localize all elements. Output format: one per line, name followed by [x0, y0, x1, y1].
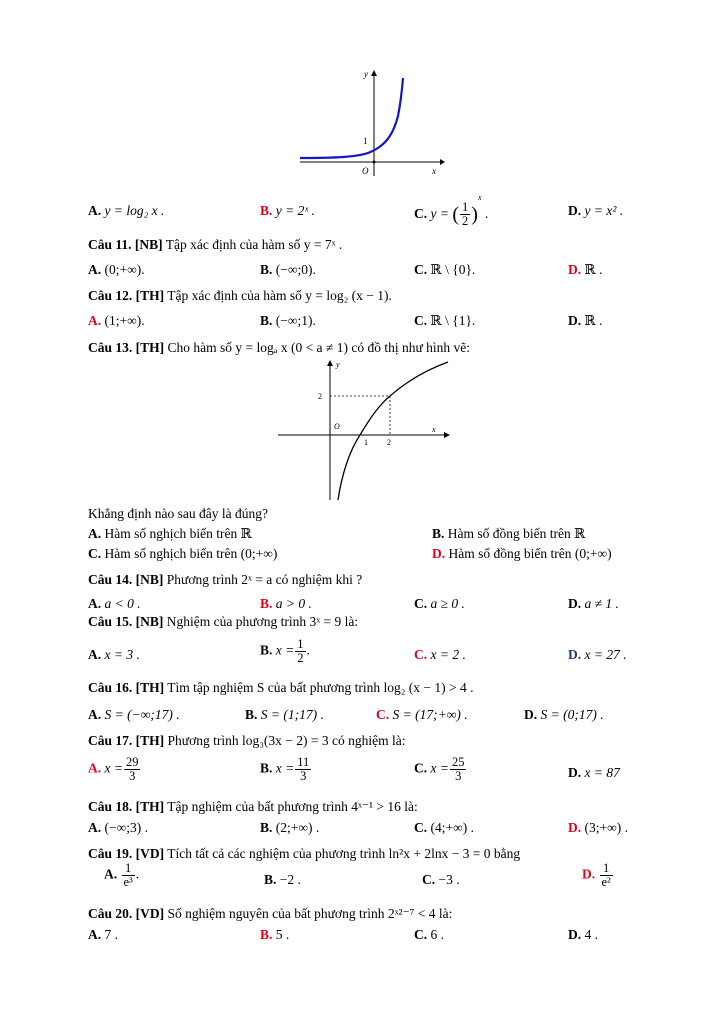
question-tag: [NB] [134, 237, 163, 252]
q18-option-b[interactable] [260, 820, 319, 836]
graph1-x-label: x [432, 166, 436, 176]
graph1-origin: O [362, 166, 369, 176]
fraction [600, 862, 613, 889]
option-text: 4 . [584, 927, 598, 942]
q17-option-a[interactable] [88, 756, 141, 783]
fraction-num: 29 [125, 755, 139, 769]
question-number: Câu 19. [88, 846, 133, 861]
option-text: (4;+∞) . [430, 820, 474, 835]
option-text: S = (0;17) . [540, 707, 604, 722]
option-label: A. [88, 526, 102, 541]
option-text: y = 2ˣ . [275, 203, 315, 218]
question-16 [88, 680, 474, 696]
q11-option-d[interactable] [568, 262, 602, 278]
fraction-num: 1 [600, 862, 613, 876]
graph2-tick-x1: 1 [364, 438, 368, 447]
option-label: D. [432, 546, 446, 561]
question-stem: Tập xác định của hàm số y = log₂ (x − 1). [167, 288, 392, 303]
option-label: B. [260, 927, 273, 942]
q13-option-d[interactable] [432, 546, 612, 562]
fraction-den: 3 [300, 769, 307, 784]
question-tag: [VD] [135, 846, 165, 861]
q12-option-c[interactable] [414, 313, 475, 329]
question-number: Câu 15. [88, 614, 133, 629]
q18-option-d[interactable] [568, 820, 628, 836]
option-label: C. [414, 313, 428, 328]
option-label: C. [414, 820, 428, 835]
option-suffix: . [135, 866, 140, 882]
q11-option-b[interactable] [260, 262, 316, 278]
option-label: B. [245, 707, 258, 722]
q13-option-b[interactable] [432, 526, 585, 542]
option-label: B. [260, 642, 273, 658]
graph2-origin: O [334, 422, 340, 431]
question-tag: [TH] [135, 733, 165, 748]
fraction-num: 1 [462, 200, 469, 215]
option-text: x = 2 . [430, 647, 466, 662]
option-label: A. [88, 262, 102, 277]
option-text: x = 87 [584, 765, 620, 780]
option-text: S = (1;17) . [260, 707, 324, 722]
q12-option-b[interactable] [260, 313, 316, 329]
question-13 [88, 340, 470, 356]
option-label: D. [568, 765, 582, 780]
option-label: C. [422, 872, 436, 887]
option-text: −2 . [279, 872, 301, 887]
option-label: D. [582, 866, 596, 882]
option-text: y = log₂ x . [104, 203, 165, 218]
option-label: D. [568, 262, 582, 277]
option-prefix: x = [275, 642, 295, 658]
fraction [460, 201, 470, 228]
question-number: Câu 17. [88, 733, 133, 748]
q16-option-b[interactable] [245, 707, 324, 723]
option-text: Hàm số đồng biến trên (0;+∞) [448, 546, 612, 561]
option-label: A. [88, 203, 102, 218]
graph2-y-label: y [336, 360, 340, 369]
question-17 [88, 733, 406, 749]
graph2-tick-x2: 2 [387, 438, 391, 447]
q18-option-a[interactable] [88, 820, 148, 836]
right-paren: ) [471, 203, 478, 226]
y-axis-arrow [371, 70, 377, 76]
fraction [124, 756, 141, 783]
question-stem: Phương trình log₃(3x − 2) = 3 có nghiệm là: [167, 733, 406, 748]
option-prefix: x = [104, 760, 123, 776]
question-15 [88, 614, 358, 630]
q15-option-c[interactable] [414, 647, 466, 663]
exp-curve [300, 78, 403, 158]
fraction-den: 3 [455, 769, 462, 784]
q14-option-b[interactable] [260, 596, 312, 612]
option-label: C. [414, 927, 428, 942]
q16-option-a[interactable] [88, 707, 180, 723]
exponent: x [477, 193, 482, 202]
question-19 [88, 846, 520, 862]
option-label: A. [88, 927, 102, 942]
q19-option-d[interactable] [582, 862, 614, 889]
option-text: (1;+∞). [104, 313, 145, 328]
option-label: B. [260, 760, 273, 776]
option-text: Hàm số nghịch biến trên (0;+∞) [104, 546, 278, 561]
question-number: Câu 14. [88, 572, 133, 587]
option-label: B. [260, 596, 273, 611]
option-text: y = x² . [584, 203, 624, 218]
option-label: B. [260, 820, 273, 835]
option-text: ℝ . [584, 262, 603, 277]
option-label: A. [88, 647, 102, 662]
option-label: B. [260, 203, 273, 218]
question-12 [88, 288, 392, 304]
q18-option-c[interactable] [414, 820, 474, 836]
question-stem: Nghiệm của phương trình 3ˣ = 9 là: [166, 614, 359, 629]
q13-option-a[interactable] [88, 526, 252, 542]
question-number: Câu 13. [88, 340, 133, 355]
question-number: Câu 18. [88, 799, 133, 814]
fraction-den: 2 [462, 214, 469, 229]
fraction-den: 3 [129, 769, 136, 784]
option-label: D. [524, 707, 538, 722]
option-label: C. [376, 707, 390, 722]
option-label: D. [568, 647, 582, 662]
q14-option-a[interactable] [88, 596, 141, 612]
fraction-num: 11 [297, 755, 310, 769]
option-label: A. [88, 313, 102, 328]
fraction-den: 2 [297, 651, 304, 666]
option-text: (−∞;3) . [104, 820, 148, 835]
option-suffix: . [484, 206, 489, 221]
fraction [450, 756, 467, 783]
q19-option-b[interactable] [264, 872, 301, 888]
option-label: D. [568, 820, 582, 835]
question-stem: Số nghiệm nguyên của bất phương trình 2ˣ²⁻⁷ < 4 là: [167, 906, 453, 921]
option-label: C. [414, 206, 428, 221]
option-prefix: x = [275, 760, 295, 776]
option-text: ℝ \ {1}. [430, 313, 476, 328]
option-text: ℝ . [584, 313, 603, 328]
fraction-num: 25 [451, 755, 465, 769]
q11-option-a[interactable] [88, 262, 145, 278]
graph1-y-label: y [364, 69, 368, 79]
fraction [295, 756, 311, 783]
option-text: S = (17;+∞) . [392, 707, 468, 722]
option-text: a > 0 . [275, 596, 312, 611]
q19-option-a[interactable] [104, 862, 139, 889]
q20-option-d[interactable] [568, 927, 598, 943]
question-tag: [VD] [135, 906, 165, 921]
question-number: Câu 20. [88, 906, 133, 921]
question-tag: [TH] [135, 680, 165, 695]
q17-option-b[interactable] [260, 756, 312, 783]
option-text: (3;+∞) . [584, 820, 628, 835]
option-text: a ≠ 1 . [584, 596, 619, 611]
graph2-tick-y2: 2 [318, 392, 322, 401]
graph-exponential [296, 66, 446, 178]
option-label: B. [260, 262, 273, 277]
q14-option-c[interactable] [414, 596, 465, 612]
question-number: Câu 11. [88, 237, 132, 252]
option-prefix: y = [430, 206, 449, 221]
option-label: A. [88, 596, 102, 611]
option-label: B. [264, 872, 277, 887]
option-label: B. [432, 526, 445, 541]
q19-option-c[interactable] [422, 872, 460, 888]
option-text: (−∞;1). [275, 313, 316, 328]
option-label: C. [414, 596, 428, 611]
q10-option-d[interactable] [568, 203, 623, 219]
option-text: 6 . [430, 927, 444, 942]
q16-option-c[interactable] [376, 707, 468, 723]
q14-option-d[interactable] [568, 596, 619, 612]
q13-option-c[interactable] [88, 546, 277, 562]
q12-option-d[interactable] [568, 313, 602, 329]
x-axis-arrow [444, 432, 450, 438]
question-stem: Tìm tập nghiệm S của bất phương trình log₂ (x − 1) > 4 . [167, 680, 474, 695]
question-11 [88, 237, 342, 253]
question-tag: [TH] [135, 340, 165, 355]
option-label: C. [414, 262, 428, 277]
y-axis-arrow [327, 360, 333, 366]
option-text: a ≥ 0 . [430, 596, 465, 611]
option-label: D. [568, 927, 582, 942]
option-text: ℝ \ {0}. [430, 262, 476, 277]
option-label: C. [414, 647, 428, 662]
question-tag: [TH] [135, 799, 165, 814]
question-18 [88, 799, 418, 815]
question-stem: Tập nghiệm của bất phương trình 4ˣ⁻¹ > 16 là: [167, 799, 418, 814]
question-tag: [NB] [135, 614, 164, 629]
option-text: −3 . [438, 872, 460, 887]
option-text: (2;+∞) . [275, 820, 320, 835]
option-label: D. [568, 203, 582, 218]
q17-option-c[interactable] [414, 756, 467, 783]
option-label: A. [88, 707, 102, 722]
option-text: Hàm số đồng biến trên ℝ [447, 526, 586, 541]
graph-logarithm [276, 358, 452, 503]
option-label: C. [88, 546, 102, 561]
q12-option-a[interactable] [88, 313, 145, 329]
option-label: A. [88, 820, 102, 835]
option-label: D. [568, 596, 582, 611]
question-tag: [NB] [135, 572, 164, 587]
q20-option-b[interactable] [260, 927, 289, 943]
x-axis-arrow [440, 159, 445, 165]
option-text: a < 0 . [104, 596, 141, 611]
question-stem: Phương trình 2ˣ = a có nghiệm khi ? [166, 572, 363, 587]
option-text: 7 . [104, 927, 118, 942]
question-stem: Cho hàm số y = logₐ x (0 < a ≠ 1) có đồ thị như hình vẽ: [167, 340, 471, 355]
q10-option-b[interactable] [260, 203, 315, 219]
q17-option-d[interactable] [568, 765, 620, 781]
option-suffix: . [306, 642, 310, 658]
option-label: D. [568, 313, 582, 328]
question-stem: Tập xác định của hàm số y = 7ˣ . [165, 237, 343, 252]
question-stem: Tích tất cả các nghiệm của phương trình ln²x + 2lnx − 3 = 0 bằng [167, 846, 521, 861]
q15-option-d[interactable] [568, 647, 627, 663]
question-number: Câu 16. [88, 680, 133, 695]
q13-followup: Khẳng định nào sau đây là đúng? [88, 506, 268, 521]
fraction [122, 862, 135, 889]
graph2-x-label: x [432, 425, 436, 434]
option-text: x = 27 . [584, 647, 627, 662]
option-text: x = 3 . [104, 647, 140, 662]
option-label: A. [88, 760, 102, 776]
question-20 [88, 906, 452, 922]
q15-option-b[interactable] [260, 638, 310, 665]
question-tag: [TH] [135, 288, 165, 303]
q11-option-c[interactable] [414, 262, 475, 278]
origin-point [373, 161, 376, 164]
left-paren: ( [452, 203, 460, 226]
option-label: A. [104, 866, 118, 882]
q15-option-a[interactable] [88, 647, 140, 663]
fraction-den: e³ [123, 875, 133, 890]
question-14 [88, 572, 362, 588]
q20-option-c[interactable] [414, 927, 444, 943]
option-prefix: x = [430, 760, 449, 776]
question-number: Câu 12. [88, 288, 133, 303]
q10-option-a[interactable] [88, 203, 164, 219]
q20-option-a[interactable] [88, 927, 118, 943]
q10-option-c[interactable] [414, 193, 488, 229]
fraction-num: 1 [297, 637, 304, 651]
option-text: (−∞;0). [275, 262, 316, 277]
option-text: S = (−∞;17) . [104, 707, 180, 722]
option-text: 5 . [275, 927, 290, 942]
option-text: Hàm số nghịch biến trên ℝ [104, 526, 252, 541]
q16-option-d[interactable] [524, 707, 604, 723]
option-label: C. [414, 760, 428, 776]
fraction-den: e² [601, 875, 611, 890]
graph1-tick-1: 1 [363, 136, 368, 146]
option-text: (0;+∞). [104, 262, 145, 277]
fraction [295, 638, 305, 665]
option-label: B. [260, 313, 273, 328]
fraction-num: 1 [122, 862, 135, 876]
